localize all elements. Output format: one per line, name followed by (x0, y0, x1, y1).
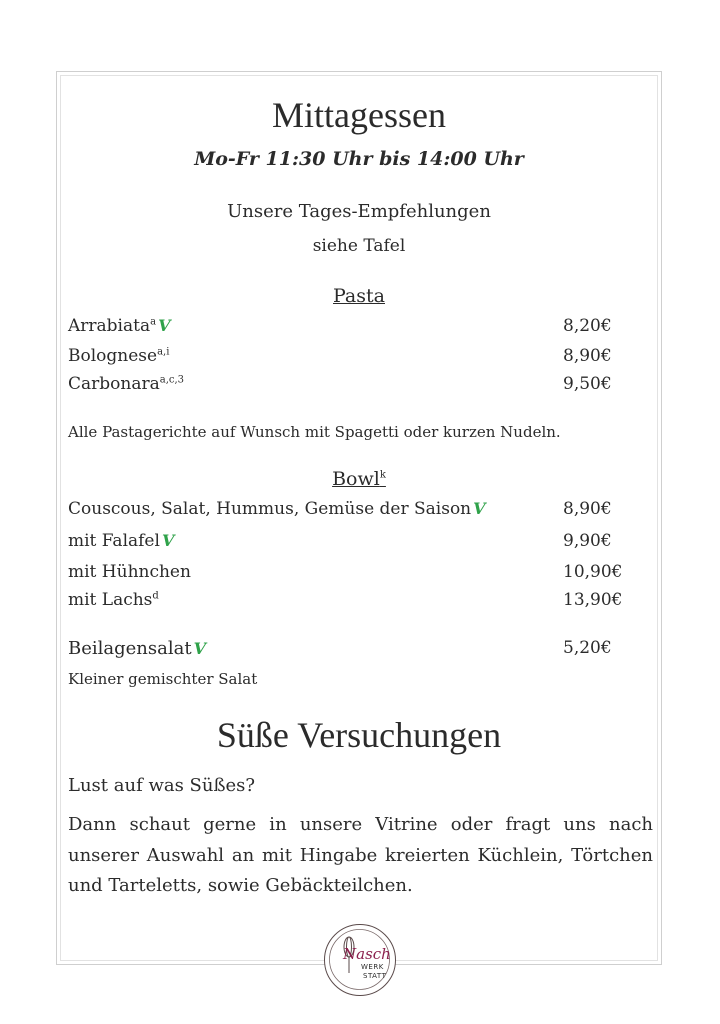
allergen-sup: k (379, 469, 386, 481)
vegan-icon: V (473, 499, 486, 518)
menu-item-price: 8,90€ (563, 346, 612, 366)
side-salad-note: Kleiner gemischter Salat (68, 670, 258, 688)
menu-item-name-wrap (68, 562, 191, 582)
vegan-icon: V (158, 316, 171, 335)
menu-item-name-wrap (68, 638, 206, 659)
menu-item-price: 10,90€ (563, 562, 623, 582)
menu-item-price: 9,50€ (563, 374, 612, 394)
menu-item-name: mit Hühnchen (68, 562, 191, 582)
logo-script-text: Nasch (343, 945, 391, 963)
menu-item-name-wrap (68, 374, 184, 394)
vegan-icon: V (193, 639, 207, 658)
menu-item-price: 9,90€ (563, 531, 612, 551)
logo-text-werk: WERK (361, 963, 384, 971)
bowl-heading-label: Bowl (332, 468, 380, 490)
sweets-title: Süße Versuchungen (216, 715, 502, 755)
recommendations-heading: Unsere Tages-Empfehlungen (227, 201, 491, 222)
logo-text-statt: STATT (363, 972, 387, 980)
menu-item-price: 13,90€ (563, 590, 623, 610)
pasta-heading-text: Pasta (333, 285, 385, 307)
recommendations-subtext: siehe Tafel (312, 236, 406, 256)
menu-item-price: 5,20€ (563, 638, 612, 658)
menu-item-name-wrap (68, 346, 169, 366)
menu-item-name: Couscous, Salat, Hummus, Gemüse der Saison (68, 499, 472, 519)
menu-item-price: 8,20€ (563, 316, 612, 336)
menu-item-name: Arrabiata (68, 316, 151, 336)
allergen-sup: a (150, 316, 157, 328)
menu-item-name: Beilagensalat (68, 638, 192, 659)
menu-item-name: Carbonara (68, 374, 160, 394)
menu-item-name-wrap (68, 499, 486, 519)
menu-item-name-wrap (68, 531, 174, 551)
menu-item-name-wrap (68, 316, 170, 336)
menu-item-name: mit Falafel (68, 531, 160, 551)
pasta-note: Alle Pastagerichte auf Wunsch mit Spagetti oder kurzen Nudeln. (68, 423, 561, 441)
vegan-icon: V (161, 531, 175, 550)
menu-item-name-wrap (68, 590, 159, 610)
page-title: Mittagessen (272, 95, 446, 135)
sweets-description: Dann schaut gerne in unsere Vitrine oder fragt uns nach unserer Auswahl an mit Hingabe kreierten Küchlein, Törtchen und Tarteletts, sowie Gebäckteilchen. (68, 814, 653, 896)
bowl-heading-text (332, 468, 386, 490)
naschwerkstatt-logo (324, 924, 396, 996)
menu-item-price: 8,90€ (563, 499, 612, 519)
opening-hours: Mo-Fr 11:30 Uhr bis 14:00 Uhr (194, 148, 524, 170)
pasta-section-heading (56, 285, 662, 307)
sweets-question: Lust auf was Süßes? (68, 775, 256, 796)
allergen-sup: a,c,3 (159, 374, 185, 386)
allergen-sup: d (152, 590, 159, 602)
menu-item-name: Bolognese (68, 346, 158, 366)
allergen-sup: a,i (157, 346, 170, 358)
bowl-section-heading (56, 468, 662, 490)
menu-item-name: mit Lachs (68, 590, 153, 610)
